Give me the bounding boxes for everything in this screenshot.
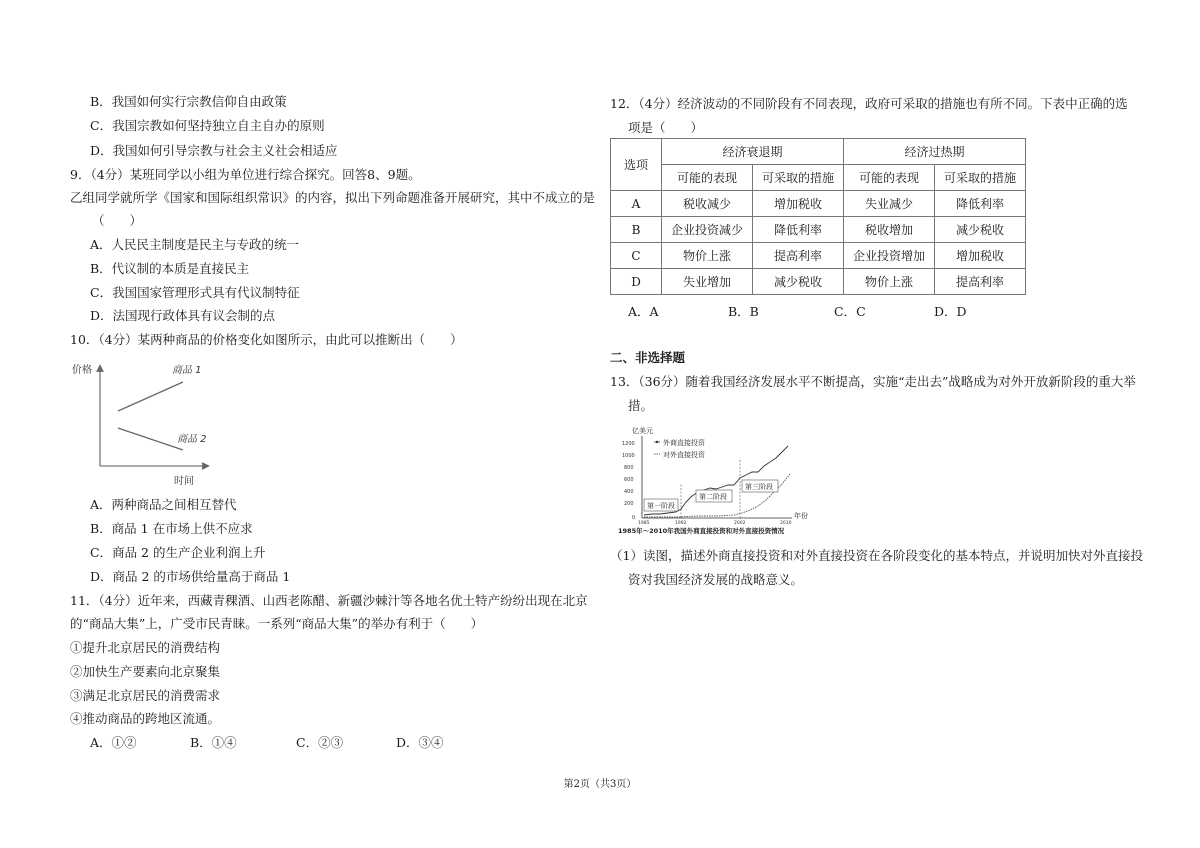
legend-fdi: 外商直接投资 [663, 439, 705, 447]
q10-option-b: B．商品 1 在市场上供不应求 [90, 521, 253, 536]
q11-stem-line2: 的“商品大集”上，广受市民青睐。一系列“商品大集”的举办有利于（ ） [70, 616, 484, 631]
q9-option-a: A．人民民主制度是民主与专政的统一 [90, 237, 300, 252]
stage-1-label: 第一阶段 [647, 502, 675, 510]
table-cell: 税收减少 [662, 191, 753, 217]
table-row [611, 217, 1026, 243]
q12-stem-line2: 项是（ ） [628, 120, 704, 135]
y-tick: 0 [632, 515, 636, 521]
y-tick: 800 [624, 465, 634, 471]
q11-stem-line1: 11．（4分）近年来，西藏青稞酒、山西老陈醋、新疆沙棘汁等各地名优土特产纷纷出现在北京 [70, 593, 588, 608]
figure-caption: 1985年～2010年我国外商直接投资和对外直接投资情况 [618, 527, 785, 535]
table-cell: 税收增加 [844, 217, 935, 243]
table-cell: 增加税收 [753, 191, 844, 217]
q10-price-figure [66, 358, 216, 488]
q12-stem-line1: 12．（4分）经济波动的不同阶段有不同表现，政府可采取的措施也有所不同。下表中正确的选 [610, 96, 1128, 111]
label-product-2: 商品 2 [177, 434, 207, 445]
q13-subquestion-1-line2: 资对我国经济发展的战略意义。 [628, 572, 804, 587]
figure-unit: 亿美元 [632, 427, 653, 435]
x-unit-label: 年份 [794, 512, 808, 520]
table-cell: 失业减少 [844, 191, 935, 217]
x-tick: 1992 [675, 521, 687, 526]
q11-option-c: C．②③ [296, 735, 344, 750]
q9-option-c: C．我国国家管理形式具有代议制特征 [90, 285, 300, 300]
q9-option-b: B．代议制的本质是直接民主 [90, 261, 250, 276]
x-axis-label: 时间 [174, 476, 194, 487]
table-cell: 降低利率 [753, 217, 844, 243]
y-tick: 1200 [622, 441, 635, 447]
q10-option-a: A．两种商品之间相互替代 [90, 497, 237, 512]
table-cell: 企业投资增加 [844, 243, 935, 269]
q12-option-a: A．A [628, 304, 659, 319]
page-footer: 第2页（共3页） [563, 779, 637, 790]
table-cell: 物价上涨 [662, 243, 753, 269]
q10-option-d: D．商品 2 的市场供给量高于商品 1 [90, 569, 291, 584]
y-axis-label: 价格 [72, 365, 92, 376]
table-cell: D [611, 269, 662, 295]
table-row [611, 243, 1026, 269]
q9-option-d: D．法国现行政体具有议会制的点 [90, 308, 276, 323]
q9-header: 9．（4分）某班同学以小组为单位进行综合探究。回答8、9题。 [70, 167, 421, 182]
table-cell: 企业投资减少 [662, 217, 753, 243]
table-cell: 失业增加 [662, 269, 753, 295]
x-tick: 1985 [638, 521, 650, 526]
q13-stem-line1: 13．（36分）随着我国经济发展水平不断提高，实施“走出去”战略成为对外开放新阶段的重大举 [610, 374, 1136, 389]
q12-option-d: D．D [934, 304, 967, 319]
table-header-overheating: 经济过热期 [844, 139, 1026, 165]
table-cell: 提高利率 [935, 269, 1026, 295]
q8-option-c: C．我国宗教如何坚持独立自主自办的原则 [90, 118, 325, 133]
table-row [611, 269, 1026, 295]
legend-odi: 对外直接投资 [663, 451, 705, 459]
table-subheader: 可能的表现 [844, 165, 935, 191]
y-tick: 200 [624, 501, 634, 507]
q12-option-b: B．B [728, 304, 759, 319]
table-cell: 物价上涨 [844, 269, 935, 295]
table-subheader: 可采取的措施 [753, 165, 844, 191]
table-subheader: 可能的表现 [662, 165, 753, 191]
table-cell: 减少税收 [753, 269, 844, 295]
table-cell: B [611, 217, 662, 243]
q11-option-d: D．③④ [396, 735, 444, 750]
q11-option-b: B．①④ [190, 735, 237, 750]
y-tick: 600 [624, 477, 634, 483]
q11-item-4: ④推动商品的跨地区流通。 [70, 711, 221, 726]
table-row [611, 191, 1026, 217]
q8-option-d: D．我国如何引导宗教与社会主义社会相适应 [90, 143, 338, 158]
q11-item-1: ①提升北京居民的消费结构 [70, 640, 221, 655]
x-tick: 2002 [734, 521, 746, 526]
stage-3-label: 第三阶段 [745, 483, 773, 491]
q13-investment-figure [618, 422, 818, 538]
table-cell: 减少税收 [935, 217, 1026, 243]
line-product-2 [118, 428, 183, 450]
q9-answer-paren: （ ） [92, 213, 143, 228]
y-tick: 1000 [622, 453, 635, 459]
table-header-recession: 经济衰退期 [662, 139, 844, 165]
table-cell: 降低利率 [935, 191, 1026, 217]
table-header-option: 选项 [611, 139, 662, 191]
stage-2-label: 第二阶段 [699, 493, 727, 501]
q13-stem-line2: 措。 [628, 398, 654, 413]
q10-option-c: C．商品 2 的生产企业利润上升 [90, 545, 266, 560]
label-product-1: 商品 1 [172, 365, 202, 376]
table-subheader: 可采取的措施 [935, 165, 1026, 191]
q10-stem: 10．（4分）某两种商品的价格变化如图所示，由此可以推断出（ ） [70, 332, 463, 347]
q11-item-3: ③满足北京居民的消费需求 [70, 688, 221, 703]
x-tick: 2010 [780, 521, 792, 526]
q11-option-a: A．①② [90, 735, 137, 750]
q12-option-c: C．C [834, 304, 866, 319]
section-heading-non-choice: 二、非选择题 [610, 350, 686, 365]
q13-subquestion-1-line1: （1）读图，描述外商直接投资和对外直接投资在各阶段变化的基本特点，并说明加快对外直接投 [610, 548, 1143, 563]
table-cell: 提高利率 [753, 243, 844, 269]
table-cell: A [611, 191, 662, 217]
line-product-1 [118, 382, 183, 411]
q9-stem: 乙组同学就所学《国家和国际组织常识》的内容，拟出下列命题准备开展研究，其中不成立的是 [70, 190, 596, 205]
y-tick: 400 [624, 489, 634, 495]
table-cell: C [611, 243, 662, 269]
q12-options-table [610, 138, 1026, 295]
table-cell: 增加税收 [935, 243, 1026, 269]
q8-option-b: B．我国如何实行宗教信仰自由政策 [90, 94, 287, 109]
q11-item-2: ②加快生产要素向北京聚集 [70, 664, 221, 679]
